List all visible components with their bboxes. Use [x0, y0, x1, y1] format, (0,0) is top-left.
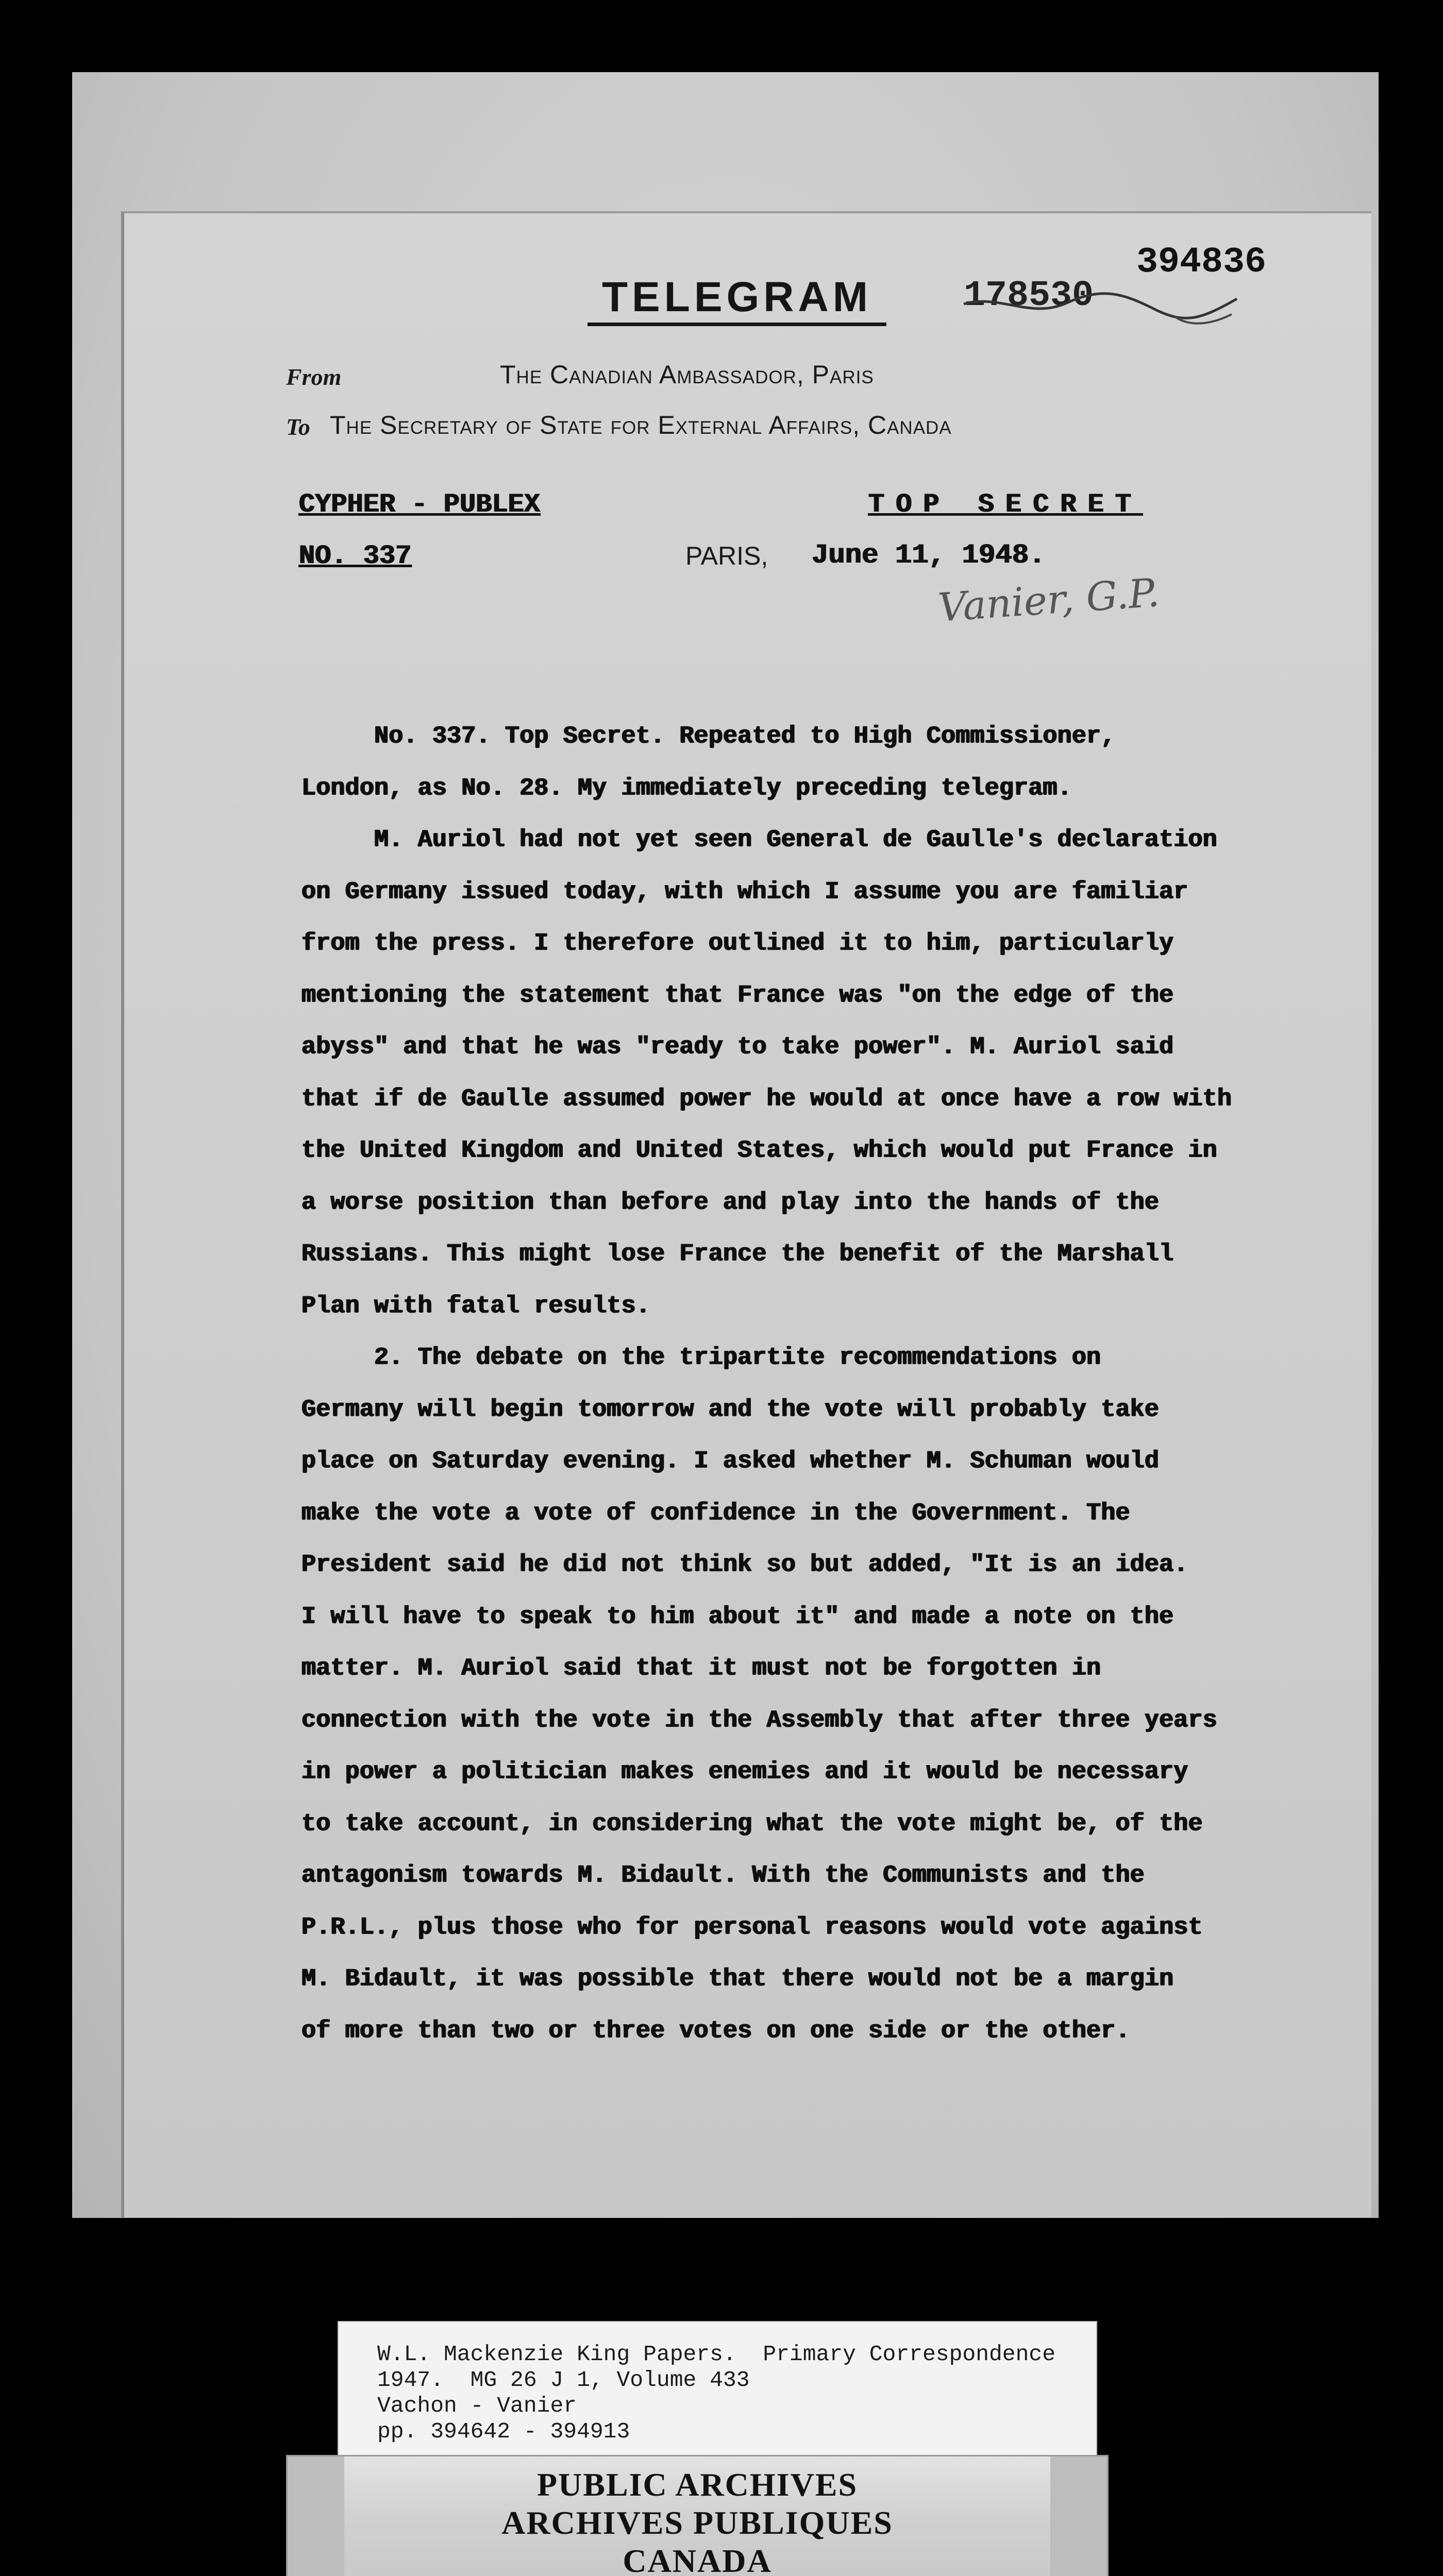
archive-line-3: Vachon - Vanier — [377, 2393, 577, 2418]
body-line: antagonism towards M. Bidault. With the Communists and the — [301, 1862, 1145, 1889]
body-line: President said he did not think so but added, "It is an idea. — [301, 1551, 1188, 1579]
old-document-number: 178530 — [964, 276, 1094, 316]
archive-reference-card — [338, 2321, 1097, 2457]
body-line: place on Saturday evening. I asked whether M. Schuman would — [301, 1448, 1160, 1475]
message-number: NO. 337 — [299, 541, 412, 571]
body-line: abyss" and that he was "ready to take power". M. Auriol said — [301, 1033, 1174, 1061]
from-value: The Canadian Ambassador, Paris — [500, 360, 874, 389]
public-archives-stamp — [286, 2455, 1109, 2576]
body-line: that if de Gaulle assumed power he would at once have a row with — [301, 1085, 1232, 1113]
archive-line-1: W.L. Mackenzie King Papers. Primary Correspondence — [377, 2342, 1056, 2367]
body-line: No. 337. Top Secret. Repeated to High Commissioner, — [301, 723, 1116, 750]
stamp-line-3: CANADA — [623, 2543, 772, 2576]
body-line: Russians. This might lose France the benefit of the Marshall — [301, 1241, 1174, 1268]
to-label: To — [286, 414, 310, 440]
body-line: P.R.L., plus those who for personal reasons would vote against — [301, 1913, 1203, 1941]
body-line: Germany will begin tomorrow and the vote will probably take — [301, 1396, 1160, 1423]
body-line: from the press. I therefore outlined it to him, particularly — [301, 930, 1174, 957]
body-line: 2. The debate on the tripartite recommendations on — [301, 1344, 1101, 1371]
from-label: From — [286, 364, 342, 390]
body-line: of more than two or three votes on one side or the other. — [301, 2017, 1130, 2045]
to-value: The Secretary of State for External Affairs, Canada — [330, 411, 952, 439]
body-line: M. Bidault, it was possible that there would not be a margin — [301, 1965, 1174, 1993]
body-line: to take account, in considering what the vote might be, of the — [301, 1810, 1203, 1838]
classification-label: TOP SECRET — [868, 489, 1143, 520]
place-label: PARIS, — [685, 541, 768, 570]
body-line: make the vote a vote of confidence in the Government. The — [301, 1499, 1130, 1527]
date-label: June 11, 1948. — [812, 540, 1046, 571]
telegram-title: TELEGRAM — [588, 273, 886, 326]
body-line: London, as No. 28. My immediately preceding telegram. — [301, 774, 1072, 802]
archive-line-4: pp. 394642 - 394913 — [377, 2419, 630, 2444]
body-line: connection with the vote in the Assembly that after three years — [301, 1706, 1217, 1734]
stamp-line-1: PUBLIC ARCHIVES — [536, 2466, 858, 2503]
body-line: matter. M. Auriol said that it must not be forgotten in — [301, 1655, 1101, 1682]
handwritten-scribble — [959, 289, 1247, 330]
body-line: M. Auriol had not yet seen General de Gaulle's declaration — [301, 826, 1217, 854]
body-line: on Germany issued today, with which I assume you are familiar — [301, 878, 1188, 906]
body-line: mentioning the statement that France was "on the edge of the — [301, 981, 1174, 1009]
handwritten-signature: Vanier, G.P. — [936, 569, 1161, 631]
document-number: 394836 — [1136, 242, 1267, 283]
body-line: Plan with fatal results. — [301, 1292, 650, 1320]
body-line: in power a politician makes enemies and it would be necessary — [301, 1758, 1188, 1786]
stamp-line-2: ARCHIVES PUBLIQUES — [501, 2504, 893, 2541]
body-line: a worse position than before and play into the hands of the — [301, 1189, 1160, 1216]
body-line: the United Kingdom and United States, which would put France in — [301, 1137, 1217, 1164]
telegram-body — [301, 711, 1332, 2057]
archive-line-2: 1947. MG 26 J 1, Volume 433 — [377, 2367, 750, 2393]
body-line: I will have to speak to him about it" and made a note on the — [301, 1603, 1174, 1631]
cypher-label: CYPHER - PUBLEX — [299, 489, 541, 520]
